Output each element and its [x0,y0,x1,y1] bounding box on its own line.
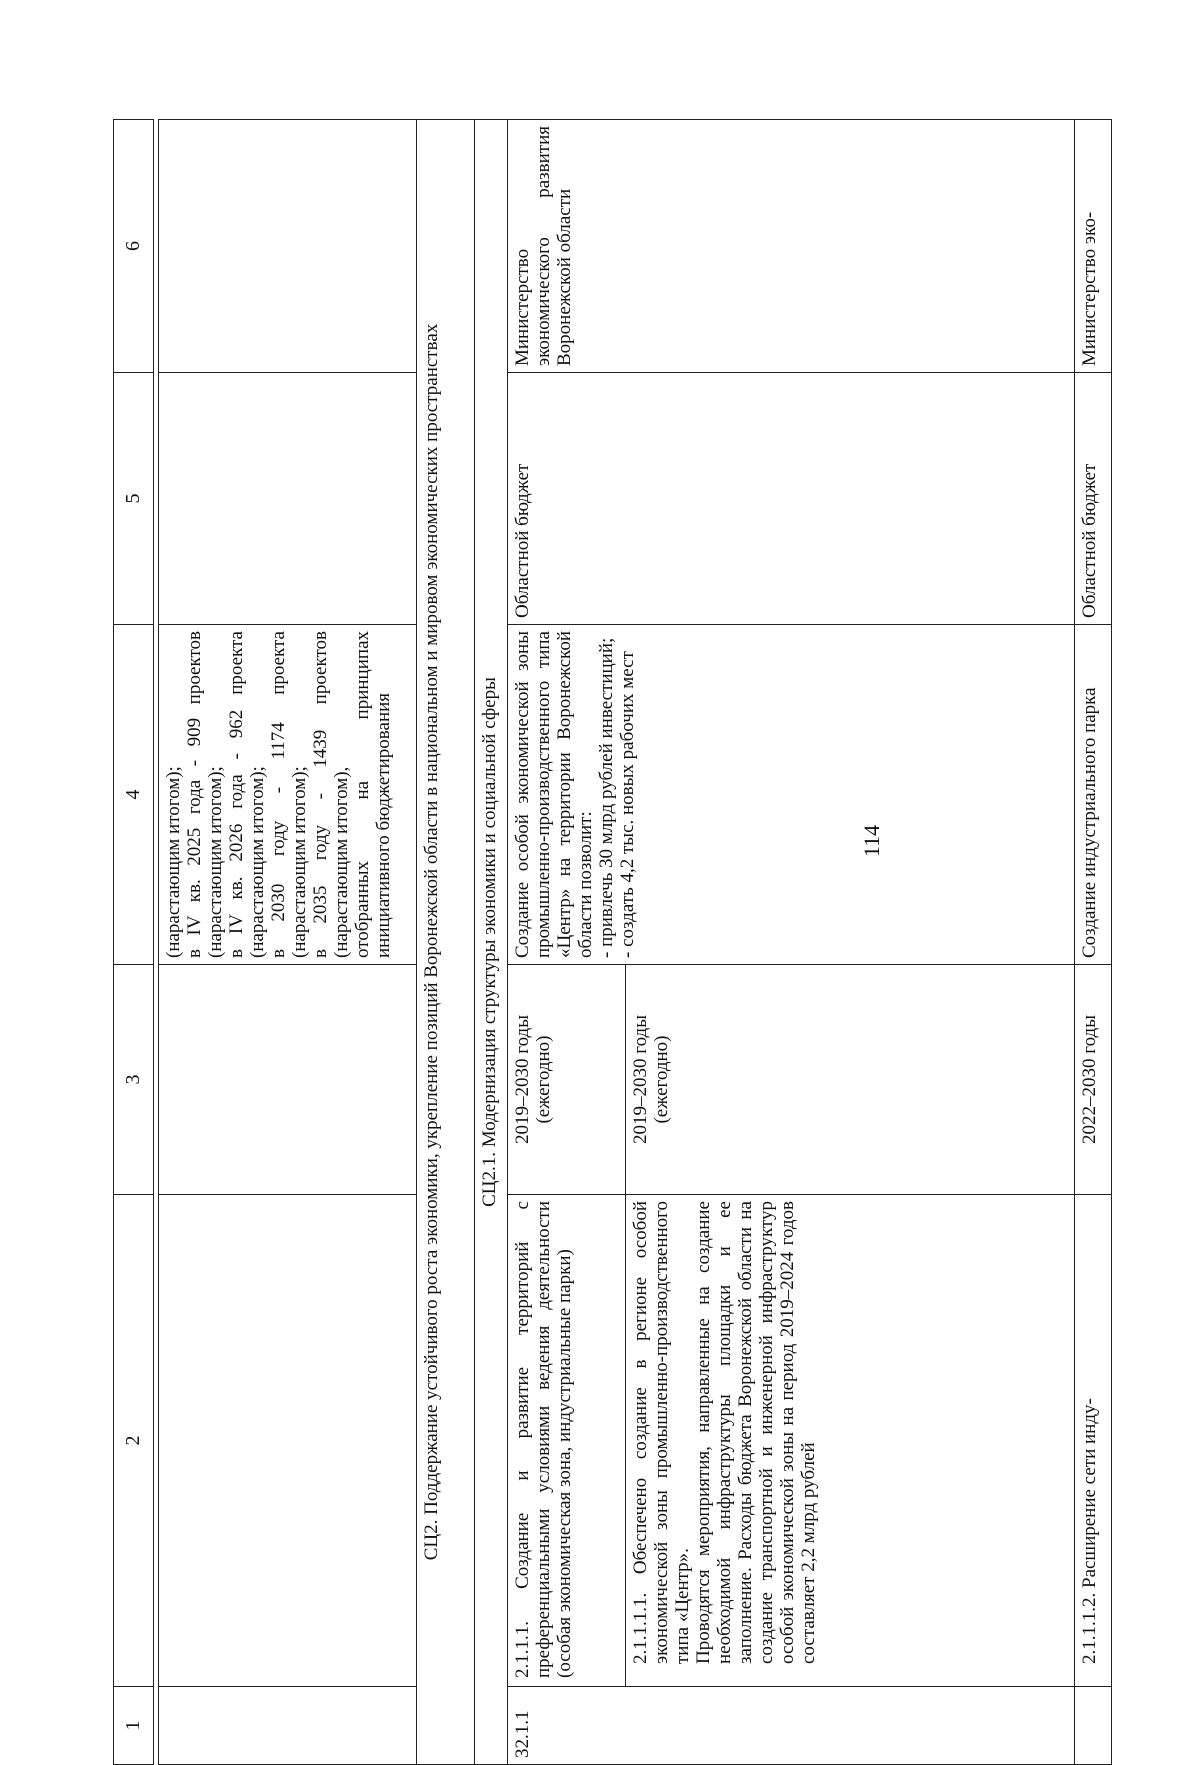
subsection-row [475,120,508,1765]
funding-2-1-1-1-2: Областной бюджет [1075,373,1112,625]
period-2-1-1-1: 2019–2030 годы (ежегодно) [508,965,625,1194]
cell-col4-indicators [159,625,417,965]
measure-2-1-1-1: 2.1.1.1. Создание и развитие территорий с преференциальными условиями ведения деятельности (особая экономическая зона, индустриальные парки) [508,1195,625,1686]
subsection-title: СЦ2.1. Модернизация структуры экономики и социальной сферы [475,120,508,1765]
measure-text: Проводятся мероприятия, направленные на создание необходимой инфраструктуры площадки и ее заполнение. Расходы бюджета Воронежской области на создание транспортной и инженерной инфраструктур особой экономической зоны на период 2019–2024 годов составляет 2,2 млрд рублей [692,1201,819,1664]
cell-col6-responsible: Министерство экономического развития Воронежской области [508,120,1075,373]
rotated-table-container [113,120,1153,1765]
section-title: СЦ2. Поддержание устойчивого роста экономики, укрепление позиций Воронежской области в национальном и мировом экономических пространствах [417,120,475,1765]
table-row-continuation [159,120,417,1765]
cell-col4-results [508,625,1075,965]
measure-2-1-1-1-2: 2.1.1.1.2. Расширение сети инду- [1075,1195,1112,1687]
cell-col5-funding: Областной бюджет [508,373,1075,625]
header-col-3: 3 [114,965,154,1195]
result-item: - привлечь 30 млрд рублей инвестиций; [596,637,617,958]
period-2-1-1-1-2: 2022–2030 годы [1075,965,1112,1195]
cell-col3 [159,965,417,1195]
cell-row-number: 32.1.1 [508,1687,1075,1765]
period-2-1-1-1-1: 2019–2030 годы (ежегодно) [629,1015,672,1144]
header-col-1: 1 [114,1687,154,1765]
section-row [417,120,475,1765]
measure-2-1-1-1-1 [625,1195,1074,1686]
indicator-line: в 2035 году - 1439 проектов (нарастающим итогом), [310,631,352,958]
indicator-line: (нарастающим итогом); [163,766,184,958]
cell-col1 [1075,1687,1112,1765]
cell-col2-measures [508,1195,1075,1687]
indicator-line: в 2030 году - 1174 проекта (нарастающим итогом); [268,631,310,958]
result-intro: Создание особой экономической зоны промышленно-производственного типа «Центр» на территории Воронежской области позволит: [512,631,596,958]
header-col-5: 5 [114,373,154,625]
header-col-4: 4 [114,625,154,965]
cell-col6 [159,120,417,373]
header-col-2: 2 [114,1195,154,1687]
header-col-6: 6 [114,120,154,373]
nested-measures [508,1195,1074,1686]
cell-col1 [159,1687,417,1765]
table-row-2-1-1-1-2 [1075,120,1112,1765]
responsible-2-1-1-1-2: Министерство эко- [1075,120,1112,373]
table-row-32-1-1 [508,120,1075,1765]
cell-col2 [159,1195,417,1687]
result-item: - создать 4,2 тыс. новых рабочих мест [617,651,638,958]
page-number: 114 [859,824,885,858]
cell-col3-periods [508,965,1075,1195]
indicator-line: в IV кв. 2026 года - 962 проекта (нарастающим итогом); [226,631,268,958]
indicator-line: отобранных на принципах инициативного бюджетирования [352,631,394,958]
column-number-header [113,119,154,1765]
measures-table [158,119,1112,1765]
indicator-line: в IV кв. 2025 года - 909 проектов (нарастающим итогом); [184,631,226,958]
result-2-1-1-1-2: Создание индустриального парка [1075,625,1112,965]
nested-periods [508,965,1074,1194]
cell-col5 [159,373,417,625]
measure-text: 2.1.1.1.1. Обеспечено создание в регионе особой экономической зоны промышленно-производственного типа «Центр». [629,1201,693,1664]
